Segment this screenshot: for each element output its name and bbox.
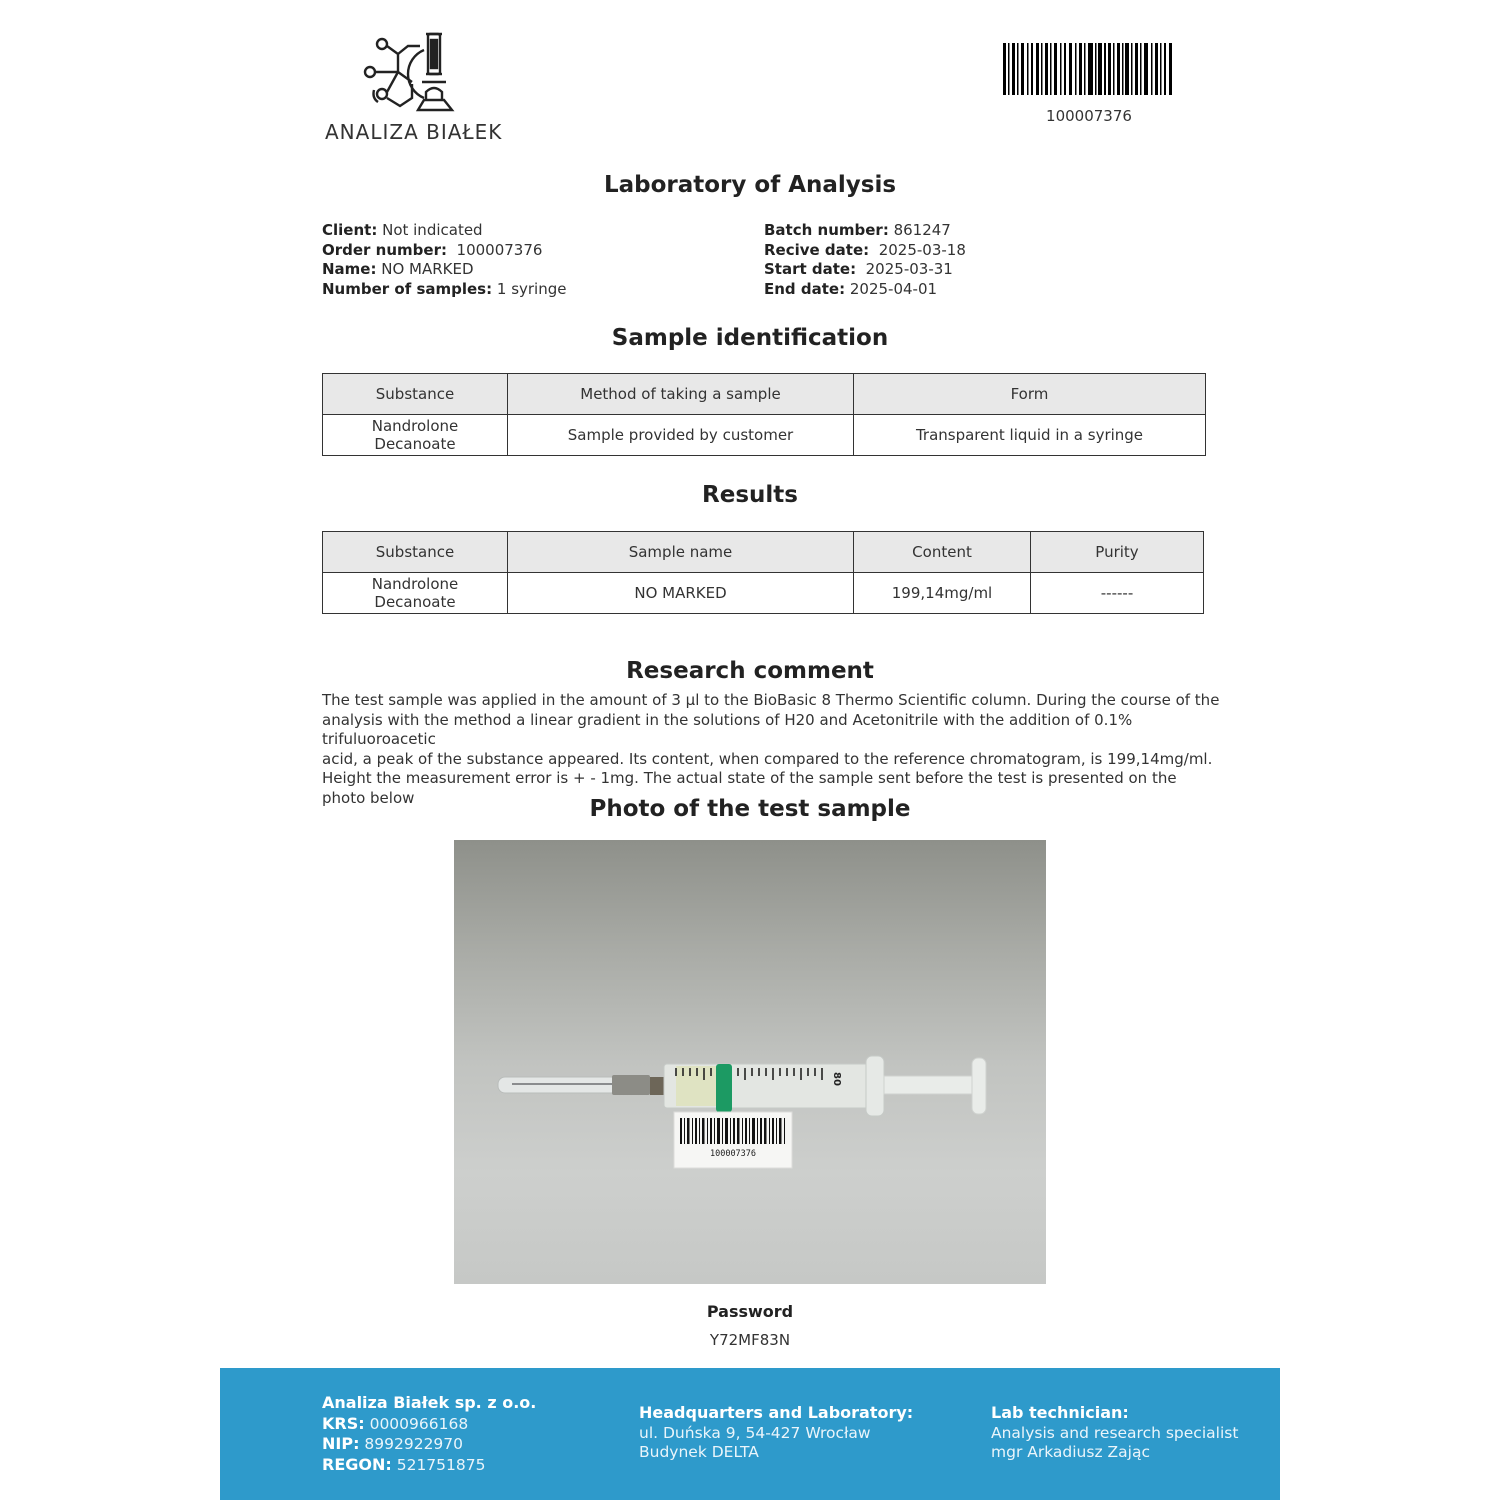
table-cell: ------ (1031, 573, 1204, 614)
table-header-row (323, 374, 1206, 415)
barcode-number: 100007376 (1046, 107, 1132, 125)
table-cell: NO MARKED (508, 573, 854, 614)
company-name: Analiza Białek sp. z o.o. (322, 1393, 537, 1412)
header-cell: Purity (1031, 532, 1204, 573)
headquarters-building: Budynek DELTA (639, 1443, 759, 1461)
header-cell: Content (854, 532, 1031, 573)
barcode (1003, 43, 1175, 95)
footer-technician (991, 1403, 1238, 1463)
headquarters-title: Headquarters and Laboratory: (639, 1403, 914, 1422)
technician-name: mgr Arkadiusz Zając (991, 1443, 1150, 1461)
sample-photo (454, 840, 1046, 1284)
info-name: Name: NO MARKED (322, 260, 474, 278)
header-cell: Form (854, 374, 1206, 415)
page-title: Laboratory of Analysis (603, 172, 897, 198)
results-table (322, 531, 1204, 614)
table-row (323, 415, 1206, 456)
footer (220, 1368, 1280, 1500)
info-receive-date: Recive date: 2025-03-18 (764, 240, 966, 259)
company-nip: NIP: 8992922970 (322, 1434, 464, 1453)
info-end-date: End date: 2025-04-01 (764, 279, 938, 298)
technician-role: Analysis and research specialist (991, 1423, 1239, 1442)
table-header-row (323, 532, 1204, 573)
results-title: Results (702, 482, 798, 508)
photo-label-number: 100007376 (709, 1149, 757, 1159)
company-regon: REGON: 521751875 (322, 1454, 486, 1474)
photo-title: Photo of the test sample (589, 796, 911, 822)
sample-identification-table (322, 373, 1206, 456)
header-cell: Method of taking a sample (508, 374, 854, 415)
company-krs: KRS: 0000966168 (322, 1413, 469, 1433)
technician-title: Lab technician: (991, 1403, 1129, 1422)
info-order-number: Order number: 100007376 (322, 240, 543, 259)
header-cell: Substance (323, 532, 508, 573)
footer-company (322, 1393, 536, 1475)
info-start-date: Start date: 2025-03-31 (764, 260, 953, 278)
password-value: Y72MF83N (709, 1331, 791, 1349)
research-comment-text: The test sample was applied in the amount of 3 µl to the BioBasic 8 Thermo Scientific column. During the course of the analysis with the method a linear gradient in the solutions of H20 and Acetonitrile with the addition of 0.1% trifuluoroacetic acid, a peak of the substance appeared. Its content, when compared to the reference chromatogram, is 199,14mg/ml. Height the measurement error is + - 1mg. The actual state of the sample sent before the test is presented on the photo below (322, 691, 1220, 807)
logo-icon (360, 28, 470, 116)
info-left (322, 221, 567, 299)
research-comment-title: Research comment (626, 658, 874, 684)
info-right (764, 221, 966, 299)
password-label: Password (706, 1302, 794, 1321)
svg-text:80: 80 (831, 1072, 842, 1086)
header-cell: Sample name (508, 532, 854, 573)
info-number-of-samples: Number of samples: 1 syringe (322, 279, 567, 298)
footer-headquarters (639, 1403, 913, 1463)
info-batch-number: Batch number: 861247 (764, 221, 951, 239)
table-cell: 199,14mg/ml (854, 573, 1031, 614)
table-cell: Nandrolone Decanoate (323, 415, 508, 456)
table-row (323, 573, 1204, 614)
syringe-icon (454, 840, 1046, 1284)
table-cell: Nandrolone Decanoate (323, 573, 508, 614)
headquarters-address: ul. Duńska 9, 54-427 Wrocław (639, 1423, 871, 1442)
info-client: Client: Not indicated (322, 221, 483, 239)
table-cell: Sample provided by customer (508, 415, 854, 456)
sample-identification-title: Sample identification (611, 325, 889, 351)
table-cell: Transparent liquid in a syringe (854, 415, 1206, 456)
logo-text: ANALIZA BIAŁEK (325, 120, 503, 144)
header-cell: Substance (323, 374, 508, 415)
